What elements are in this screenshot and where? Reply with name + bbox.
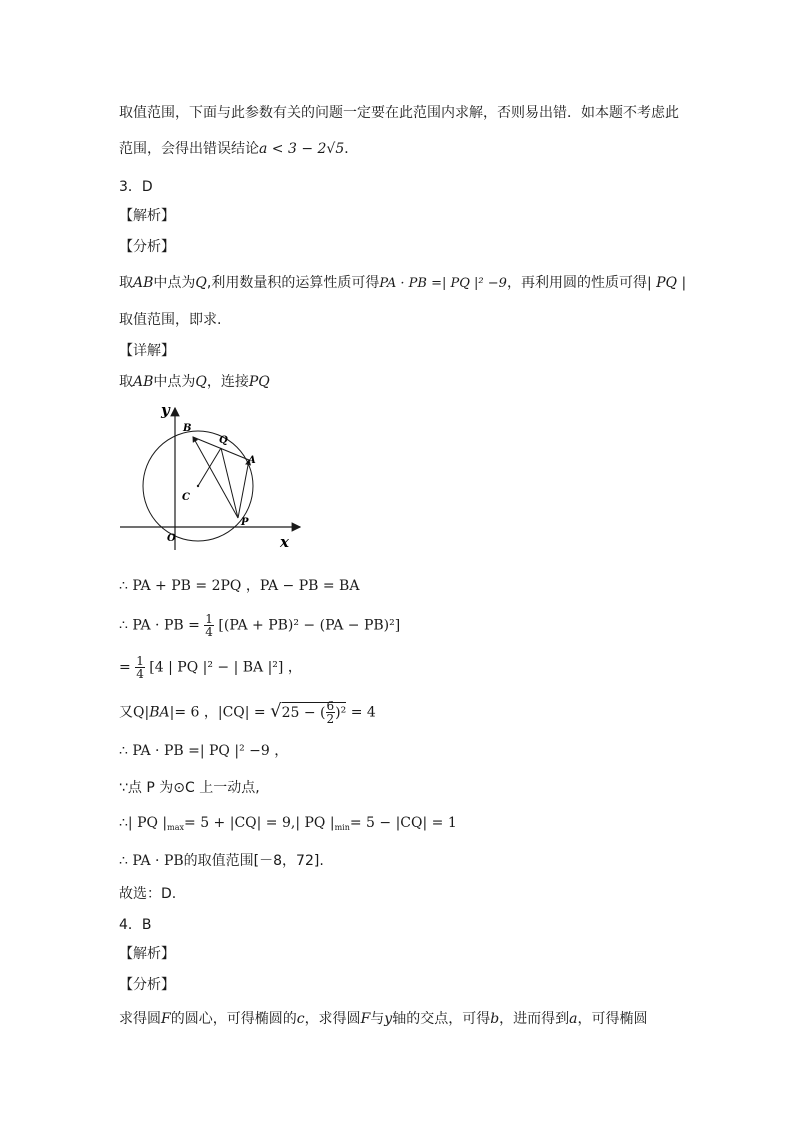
equation <box>119 613 400 638</box>
frac-den: 4 <box>205 625 213 639</box>
point-c-label: C <box>182 492 190 503</box>
symbol: y <box>384 1011 393 1027</box>
xiangjie-heading: 【详解】 <box>119 343 175 359</box>
vector: BA <box>149 704 170 721</box>
text: ∴| PQ | <box>119 815 168 831</box>
subscript: min <box>334 823 350 832</box>
text: 中点为 <box>153 374 196 390</box>
symbol: c <box>296 1011 305 1027</box>
text: )² <box>335 704 347 721</box>
text: 取 <box>119 374 133 390</box>
text: = 5 − |CQ| = 1 <box>349 815 457 831</box>
fraction <box>204 613 214 638</box>
axis-x-label: x <box>280 533 289 551</box>
sqrt-body <box>281 699 347 726</box>
fenxi-line <box>119 273 686 294</box>
equation <box>119 813 457 838</box>
text: 中点为 <box>153 275 196 291</box>
symbol: a <box>569 1011 578 1027</box>
inequality: a < 3 − 2√5 <box>259 141 345 157</box>
question-number: 3．D <box>119 179 153 195</box>
text: 求得圆 <box>119 1011 161 1027</box>
axis-y-label: y <box>161 401 170 419</box>
formula: | PQ | <box>646 275 687 291</box>
frac-num: 6 <box>326 699 335 713</box>
point-a-label: A <box>248 455 256 466</box>
text: |= 6 ，|CQ| = <box>169 704 266 721</box>
text: 又Q| <box>119 704 150 721</box>
text: ，再利用圆的性质可得 <box>506 275 647 291</box>
symbol: F <box>360 1011 371 1027</box>
text: 取 <box>119 275 133 291</box>
geometry-figure <box>115 400 315 555</box>
equation <box>119 655 302 680</box>
frac-num: 1 <box>136 654 144 668</box>
answer-line: 故选：D. <box>119 886 177 902</box>
analysis-heading: 【解析】 <box>119 946 175 962</box>
fenxi-heading: 【分析】 <box>119 239 175 255</box>
text: 的圆心，可得椭圆的 <box>170 1011 297 1027</box>
text: ，连接 <box>206 374 249 390</box>
text: ，求得圆 <box>304 1011 361 1027</box>
point-b-label: B <box>183 423 192 434</box>
text: ，进而得到 <box>499 1011 570 1027</box>
formula: PA · PB =| PQ |² −9 <box>379 276 507 291</box>
fenxi-heading: 【分析】 <box>119 977 175 993</box>
symbol: F <box>161 1011 171 1027</box>
eq-body: [(PA + PB)² − (PA − PB)²] <box>218 617 401 634</box>
text: ,利用数量积的运算性质可得 <box>206 275 380 291</box>
subscript: max <box>167 823 185 832</box>
vector-pb <box>193 437 238 518</box>
formula: ∴ PA · PB <box>119 853 184 869</box>
question-number: 4．B <box>119 917 152 933</box>
eq-lead: = <box>119 659 131 676</box>
equation <box>119 851 324 871</box>
frac-den: 4 <box>136 667 144 681</box>
paragraph-line <box>119 139 358 159</box>
frac-den: 2 <box>326 712 335 726</box>
text: = 5 + |CQ| = 9,| PQ | <box>184 815 335 831</box>
segment-label: AB <box>133 275 154 291</box>
fenxi-line: 取值范围，即求. <box>119 312 222 328</box>
symbol: b <box>490 1011 500 1027</box>
eq-lead: ∴ PA · PB = <box>119 617 200 634</box>
frac-num: 1 <box>205 612 213 626</box>
text: 25 − ( <box>281 704 326 721</box>
text: 与 <box>370 1011 385 1027</box>
point-label: Q <box>195 374 207 390</box>
text: ． <box>344 141 359 157</box>
fenxi-line <box>119 1009 648 1029</box>
equation: ∴ PA + PB = 2PQ ，PA − PB = BA <box>119 578 360 594</box>
fraction <box>326 700 336 725</box>
segment-label: PQ <box>248 374 270 390</box>
text: 的取值范围[－8，72]. <box>183 853 324 869</box>
point-p-label: P <box>241 517 249 528</box>
equation: ∵点 P 为⊙C 上一动点, <box>119 780 260 796</box>
point-label: Q <box>195 275 207 291</box>
equation: ∴ PA · PB =| PQ |² −9 ， <box>119 743 289 759</box>
text: ，可得椭圆 <box>577 1011 648 1027</box>
xiangjie-line <box>119 372 270 392</box>
point-q-label: Q <box>219 435 228 446</box>
vector-pq <box>221 448 238 518</box>
sqrt-sign: √ <box>270 700 282 722</box>
text: = 4 <box>350 704 376 721</box>
text: 范围，会得出错误结论 <box>119 141 259 157</box>
equation <box>119 700 376 725</box>
eq-body: [4 | PQ |² − | BA |²] ， <box>149 659 302 676</box>
origin-label: O <box>167 533 176 544</box>
text: 轴的交点，可得 <box>392 1011 491 1027</box>
paragraph-line: 取值范围，下面与此参数有关的问题一定要在此范围内求解，否则易出错．如本题不考虑此 <box>119 105 679 121</box>
segment-label: AB <box>133 374 154 390</box>
analysis-heading: 【解析】 <box>119 208 175 224</box>
fraction <box>135 655 145 680</box>
center-dot <box>197 485 199 487</box>
